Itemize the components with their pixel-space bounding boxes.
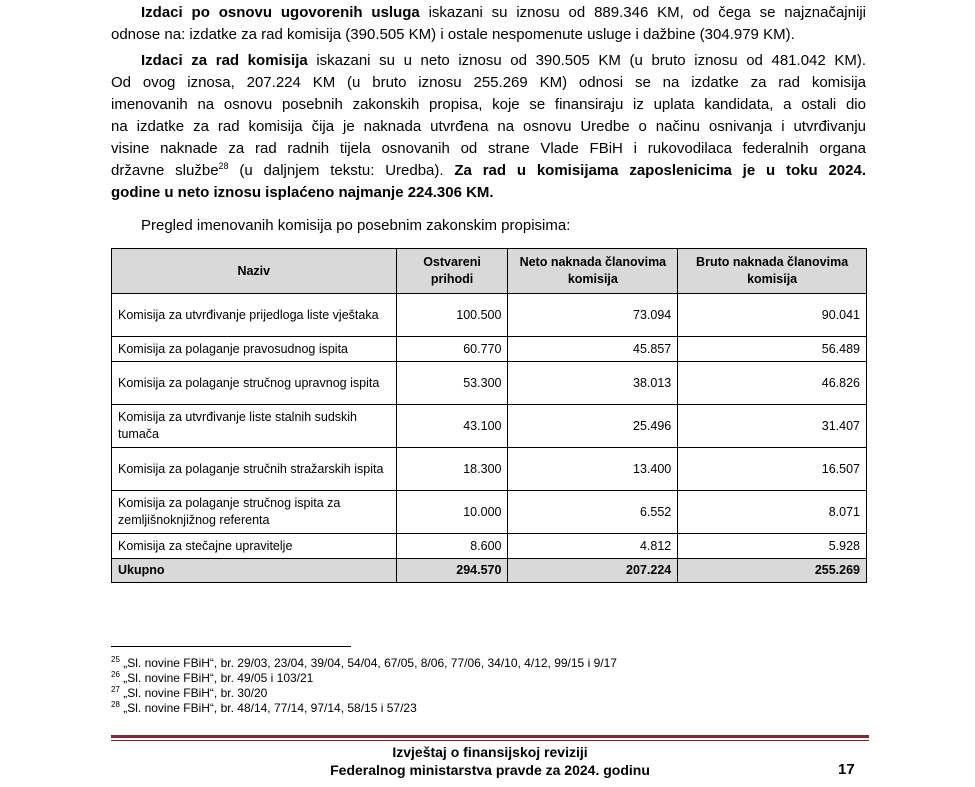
footnote-item — [111, 656, 617, 671]
cell-neto: 45.857 — [508, 337, 678, 362]
footnote-number: 28 — [111, 700, 120, 709]
cell-prihodi: 53.300 — [396, 362, 508, 405]
cell-neto: 25.496 — [508, 405, 678, 448]
cell-prihodi: 100.500 — [396, 294, 508, 337]
header-naziv: Naziv — [112, 249, 397, 294]
paragraph-line — [111, 2, 866, 24]
cell-naziv: Komisija za polaganje stručnog upravnog ispita — [112, 362, 397, 405]
cell-bruto: 56.489 — [678, 337, 867, 362]
table-row — [112, 405, 867, 448]
table-header-row — [112, 249, 867, 294]
footnote-item — [111, 671, 617, 686]
table-total-row — [112, 559, 867, 583]
footnote-number: 27 — [111, 685, 120, 694]
cell-naziv: Komisija za stečajne upravitelje — [112, 534, 397, 559]
bold-text: godine u neto iznosu isplaćeno najmanje 224.306 KM. — [111, 184, 494, 201]
cell-naziv: Komisija za polaganje stručnog ispita za zemljišnoknjižnog referenta — [112, 491, 397, 534]
page-footer — [111, 743, 869, 779]
cell-neto: 13.400 — [508, 448, 678, 491]
footnote-text: „Sl. novine FBiH“, br. 29/03, 23/04, 39/04, 54/04, 67/05, 8/06, 77/06, 34/10, 4/12, 99/15 i 9/17 — [119, 656, 617, 670]
table-intro — [111, 215, 866, 237]
paragraph-line: na izdatke za rad komisija čija je naknada utvrđena na osnovu Uredbe o načinu osnivanja i utvrđivanju — [111, 118, 866, 135]
cell-neto: 73.094 — [508, 294, 678, 337]
cell-neto: 4.812 — [508, 534, 678, 559]
page-number: 17 — [838, 761, 855, 778]
bold-lead: Izdaci za rad komisija — [141, 52, 308, 69]
paragraph-ugovorene-usluge — [111, 2, 866, 46]
header-bruto-naknada: Bruto naknada članovima komisija — [678, 249, 867, 294]
cell-bruto: 16.507 — [678, 448, 867, 491]
cell-bruto: 46.826 — [678, 362, 867, 405]
paragraph-line — [111, 160, 866, 182]
footnote-ref[interactable]: 28 — [218, 161, 229, 171]
footnotes — [111, 656, 617, 716]
cell-bruto: 31.407 — [678, 405, 867, 448]
cell-prihodi: 18.300 — [396, 448, 508, 491]
footnote-text: „Sl. novine FBiH“, br. 48/14, 77/14, 97/14, 58/15 i 57/23 — [119, 701, 417, 715]
cell-prihodi: 8.600 — [396, 534, 508, 559]
footnote-item — [111, 686, 617, 701]
footnote-number: 25 — [111, 655, 120, 664]
paragraph-line — [111, 182, 866, 204]
footer-title-line2: Federalnog ministarstva pravde za 2024. godinu — [330, 762, 650, 778]
bold-lead: Izdaci po osnovu ugovorenih usluga — [141, 4, 420, 21]
cell-total-label: Ukupno — [112, 559, 397, 583]
cell-neto: 38.013 — [508, 362, 678, 405]
cell-bruto: 8.071 — [678, 491, 867, 534]
cell-total-neto: 207.224 — [508, 559, 678, 583]
footnote-text: „Sl. novine FBiH“, br. 49/05 i 103/21 — [119, 671, 314, 685]
cell-bruto: 90.041 — [678, 294, 867, 337]
table-row — [112, 294, 867, 337]
cell-neto: 6.552 — [508, 491, 678, 534]
footnote-text: „Sl. novine FBiH“, br. 30/20 — [119, 686, 268, 700]
cell-naziv: Komisija za polaganje stručnih stražarskih ispita — [112, 448, 397, 491]
text-span: iskazani su iznosu od 889.346 KM, od čega se najznačajniji — [419, 4, 866, 21]
table-row — [112, 491, 867, 534]
header-ostvareni-prihodi: Ostvareni prihodi — [396, 249, 508, 294]
cell-naziv: Komisija za polaganje pravosudnog ispita — [112, 337, 397, 362]
paragraph-rad-komisija — [111, 50, 866, 204]
cell-bruto: 5.928 — [678, 534, 867, 559]
text-span: državne službe — [111, 162, 219, 179]
paragraph-line: odnose na: izdatke za rad komisija (390.505 KM) i ostale nespomenute usluge i dažbine (304.979 KM). — [111, 26, 795, 43]
cell-prihodi: 60.770 — [396, 337, 508, 362]
cell-naziv: Komisija za utvrđivanje liste stalnih sudskih tumača — [112, 405, 397, 448]
footer-title-line1: Izvještaj o finansijskoj reviziji — [392, 744, 588, 760]
text-span: (u daljnjem tekstu: Uredba). — [228, 162, 455, 179]
table-row — [112, 448, 867, 491]
table-row — [112, 362, 867, 405]
cell-prihodi: 43.100 — [396, 405, 508, 448]
text-span: iskazani su u neto iznosu od 390.505 KM (u bruto iznosu od 481.042 KM). — [307, 52, 866, 69]
table-row — [112, 534, 867, 559]
paragraph-line: imenovanih na osnovu posebnih zakonskih propisa, koje se finansiraju iz uplata kandidata, a ostali dio — [111, 96, 866, 113]
footer-rule-thick — [111, 735, 869, 738]
footnote-item — [111, 701, 617, 716]
paragraph-line: visine naknade za rad radnih tijela osnovanih od strane Vlade FBiH i rukovodilaca federalnih organa — [111, 140, 866, 157]
paragraph-line — [111, 50, 866, 72]
footnote-number: 26 — [111, 670, 120, 679]
header-neto-naknada: Neto naknada članovima komisija — [508, 249, 678, 294]
cell-naziv: Komisija za utvrđivanje prijedloga liste vještaka — [112, 294, 397, 337]
paragraph-line: Od ovog iznosa, 207.224 KM (u bruto iznosu 255.269 KM) odnosi se na izdatke za rad komisija — [111, 74, 866, 91]
bold-text: Za rad u komisijama zaposlenicima je u toku 2024. — [454, 162, 866, 179]
intro-text: Pregled imenovanih komisija po posebnim zakonskim propisima: — [141, 217, 571, 234]
cell-total-bruto: 255.269 — [678, 559, 867, 583]
komisije-table — [111, 248, 867, 583]
footnote-divider — [111, 646, 351, 647]
table-row — [112, 337, 867, 362]
cell-prihodi: 10.000 — [396, 491, 508, 534]
cell-total-prihodi: 294.570 — [396, 559, 508, 583]
footer-rule-thin — [111, 740, 869, 741]
